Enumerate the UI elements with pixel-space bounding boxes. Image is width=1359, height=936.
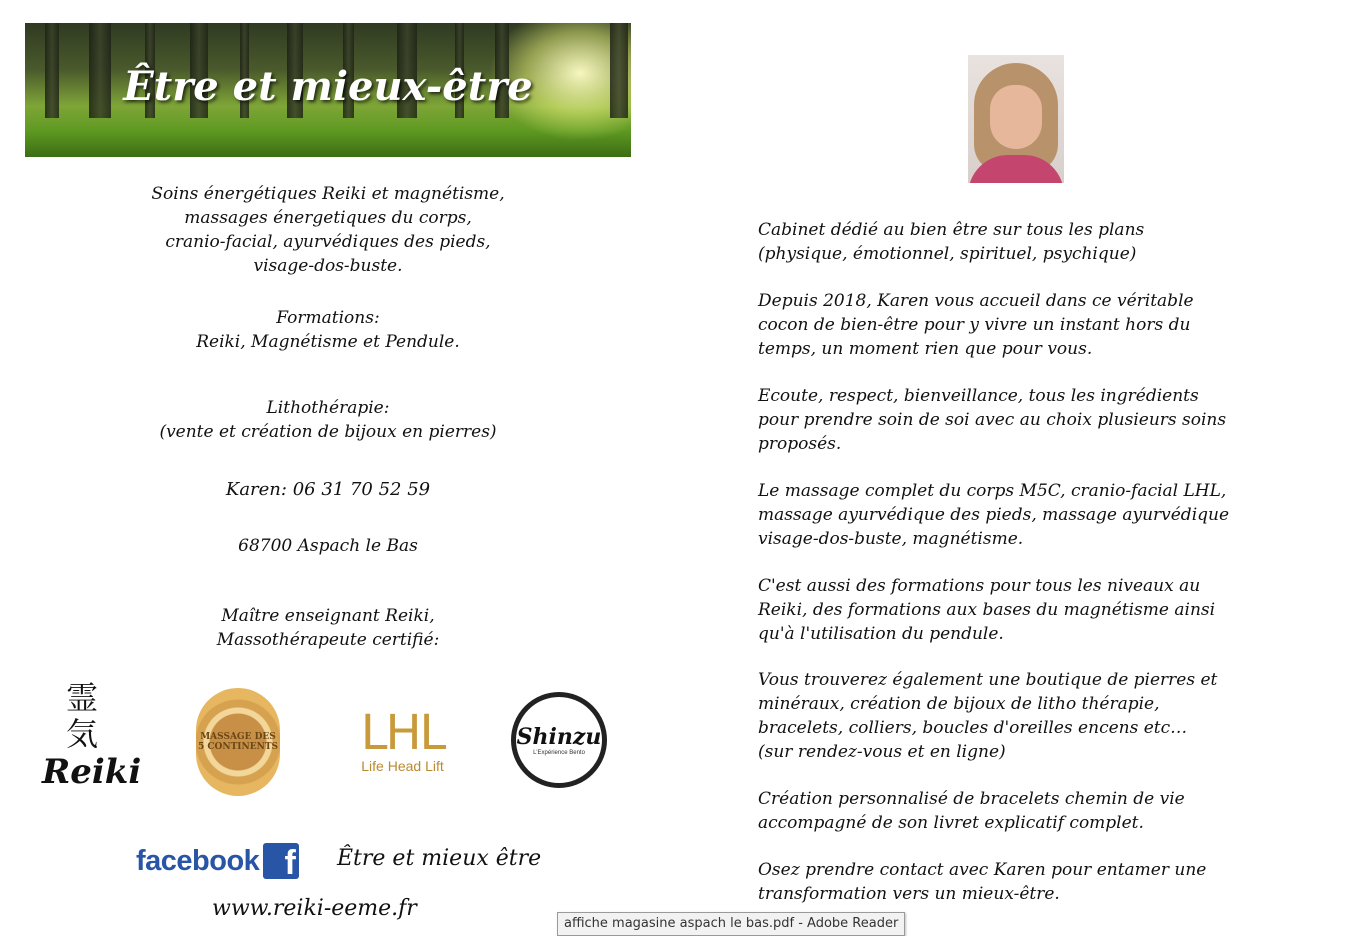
taskbar-tooltip: affiche magasine aspach le bas.pdf - Adobe Reader [557,912,905,936]
paragraph [758,479,1303,551]
header-banner [25,23,631,157]
paragraph-line: Depuis 2018, Karen vous accueil dans ce véritable [758,291,1194,311]
facebook-page-name: Être et mieux être [337,846,542,871]
lhl-text: Life Head Lift [361,758,444,774]
paragraph-line: Création personnalisé de bracelets chemin de vie [758,789,1185,809]
paragraph-line: proposés. [758,434,842,454]
reiki-kanji-2: 気 [65,715,98,753]
lithotherapie-desc: (vente et création de bijoux en pierres) [159,422,497,442]
paragraph [758,787,1303,835]
paragraph-line: cocon de bien-être pour y vivre un instant hors du [758,315,1191,335]
paragraph [758,574,1303,646]
m5c-logo-text: MASSAGE DES 5 CONTINENTS [197,732,279,752]
lithotherapie-block [25,396,631,444]
facebook-icon: f [263,843,299,879]
massage-des-5-continents-logo [196,688,280,796]
formations-title: Formations: [276,308,380,328]
certification-line: Maître enseignant Reiki, [221,606,435,626]
certification-block [25,604,631,652]
paragraph-line: temps, un moment rien que pour vous. [758,339,1093,359]
formations-block [25,306,631,354]
paragraph-line: visage-dos-buste, magnétisme. [758,529,1024,549]
paragraph-line: Ecoute, respect, bienveillance, tous les ingrédients [758,386,1199,406]
services-line: massages énergetiques du corps, [184,208,472,228]
lithotherapie-title: Lithothérapie: [266,398,390,418]
life-head-lift-logo [345,690,460,800]
paragraph [758,858,1303,906]
formations-list: Reiki, Magnétisme et Pendule. [196,332,460,352]
banner-title: Être et mieux-être [123,63,533,110]
services-line: Soins énergétiques Reiki et magnétisme, [151,184,505,204]
shinzu-sub: L'Expérience Bento [533,750,585,756]
paragraph-line: minéraux, création de bijoux de litho thérapie, [758,694,1160,714]
paragraph-line: Cabinet dédié au bien être sur tous les plans [758,220,1145,240]
paragraph [758,218,1303,266]
karen-portrait [968,55,1064,183]
shinzu-logo [511,692,607,788]
paragraph-line: Osez prendre contact avec Karen pour entamer une [758,860,1207,880]
phone-number: Karen: 06 31 70 52 59 [225,479,431,500]
services-line: cranio-facial, ayurvédiques des pieds, [165,232,491,252]
paragraph-line: pour prendre soin de soi avec au choix plusieurs soins [758,410,1227,430]
paragraph [758,668,1303,764]
paragraph-line: bracelets, colliers, boucles d'oreilles encens etc… [758,718,1188,738]
paragraph-line: C'est aussi des formations pour tous les niveaux au [758,576,1201,596]
paragraph-line: Reiki, des formations aux bases du magnétisme ainsi [758,600,1216,620]
paragraph-line: (physique, émotionnel, spirituel, psychique) [758,244,1137,264]
paragraph-line: Le massage complet du corps M5C, cranio-facial LHL, [758,481,1227,501]
website-link: www.reiki-eeme.fr [212,896,417,921]
reiki-logo [42,679,142,792]
paragraph-line: massage ayurvédique des pieds, massage ayurvédique [758,505,1230,525]
reiki-kanji-1: 霊 [65,679,98,717]
paragraph-line: qu'à l'utilisation du pendule. [758,624,1004,644]
paragraph-line: accompagné de son livret explicatif complet. [758,813,1144,833]
address: 68700 Aspach le Bas [238,536,418,556]
reiki-word: Reiki [42,752,142,792]
paragraph-line: transformation vers un mieux-être. [758,884,1060,904]
facebook-logo [136,842,299,880]
paragraph-line: Vous trouverez également une boutique de pierres et [758,670,1218,690]
paragraph [758,289,1303,361]
certification-line: Massothérapeute certifié: [216,630,440,650]
lhl-mark: LHL [360,705,445,761]
paragraph-line: (sur rendez-vous et en ligne) [758,742,1006,762]
shinzu-word: Shinzu [516,724,602,750]
paragraph [758,384,1303,456]
services-line: visage-dos-buste. [253,256,403,276]
facebook-word: facebook [136,844,260,877]
services-block [25,182,631,278]
